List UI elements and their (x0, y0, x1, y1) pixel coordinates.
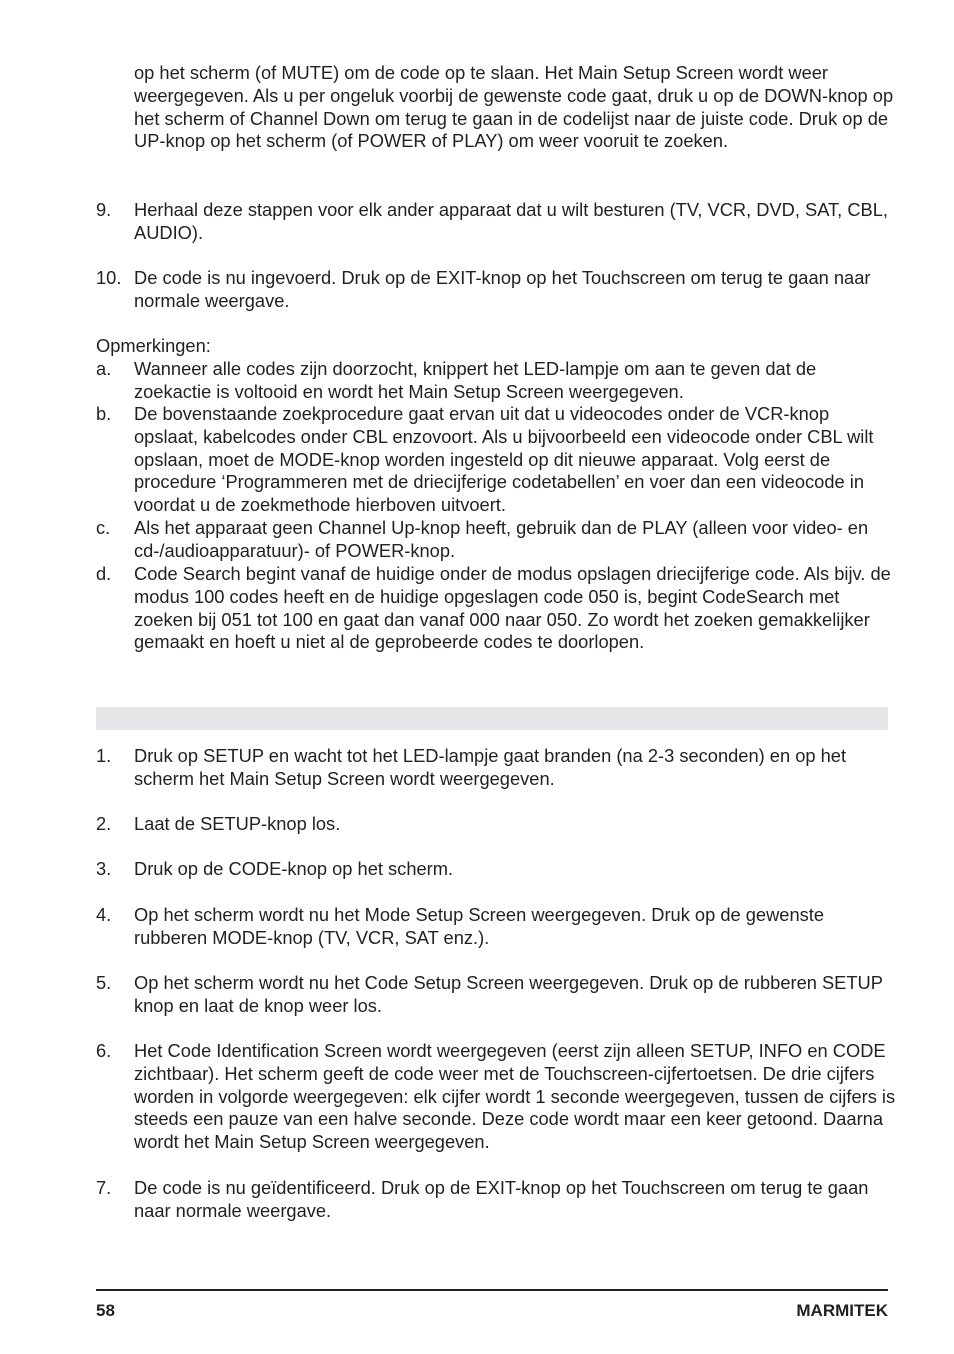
continued-text: op het scherm (of MUTE) om de code op te slaan. Het Main Setup Screen wordt weer weergegeven. Als u per ongeluk voorbij de gewenste code gaat, druk u op de DOWN-knop op het scherm of Channel Down om terug te gaan in de codelijst naar de juiste code. Druk op de UP-knop op het scherm (of POWER of PLAY) om weer vooruit te zoeken. (134, 62, 894, 152)
step-item (96, 199, 896, 245)
step-text: De code is nu geïdentificeerd. Druk op de EXIT-knop op het Touchscreen om terug te gaan naar normale weergave. (134, 1177, 869, 1221)
step-item (96, 972, 896, 1018)
note-text: Code Search begint vanaf de huidige onder de modus opslagen driecijferige code. Als bijv. de modus 100 codes heeft en de huidige opgeslagen code 050 is, begint CodeSearch met zoeken bij 051 tot 100 en gaat dan vanaf 000 naar 050. Zo wordt het zoeken gemakkelijker gemaakt en hoeft u niet al de geprobeerde codes te doorlopen. (134, 563, 891, 653)
step-item (96, 745, 896, 791)
continued-paragraph (134, 62, 894, 153)
step-item (96, 858, 896, 881)
step-text: Herhaal deze stappen voor elk ander apparaat dat u wilt besturen (TV, VCR, DVD, SAT, CBL, AUDIO). (134, 199, 888, 243)
step-item (96, 1040, 896, 1154)
step-text: Druk op de CODE-knop op het scherm. (134, 858, 454, 879)
page-number: 58 (96, 1301, 115, 1320)
step-text: Op het scherm wordt nu het Mode Setup Screen weergegeven. Druk op de gewenste rubberen MODE-knop (TV, VCR, SAT enz.). (134, 904, 825, 948)
section-header-bar (96, 707, 888, 730)
note-text: De bovenstaande zoekprocedure gaat ervan uit dat u videocodes onder de VCR-knop opslaat, kabelcodes onder CBL enzovoort. Als u bijvoorbeeld een videocode onder CBL wilt opslaan, moet de MODE-knop worden ingesteld op dit nieuwe apparaat. Volg eerst de procedure ‘Programmeren met de driecijferige codetabellen’ en voer dan een videocode in voordat u de zoekmethode hierboven uitvoert. (134, 403, 874, 516)
note-letter: c. (96, 517, 111, 538)
footer-rule (96, 1289, 888, 1291)
step-number: 10. (96, 267, 122, 288)
note-text: Wanneer alle codes zijn doorzocht, knippert het LED-lampje om aan te geven dat de zoekactie is voltooid en wordt het Main Setup Screen weergegeven. (134, 358, 817, 402)
note-item (96, 563, 896, 654)
note-text: Als het apparaat geen Channel Up-knop heeft, gebruik dan de PLAY (alleen voor video- en cd-/audioapparatuur)- of POWER-knop. (134, 517, 869, 561)
step-number: 1. (96, 745, 112, 766)
note-letter: b. (96, 403, 112, 424)
step-number: 3. (96, 858, 112, 879)
note-item (96, 517, 896, 563)
step-text: Laat de SETUP-knop los. (134, 813, 341, 834)
step-number: 9. (96, 199, 112, 220)
note-letter: d. (96, 563, 112, 584)
step-number: 2. (96, 813, 112, 834)
step-item (96, 813, 896, 836)
step-number: 7. (96, 1177, 112, 1198)
note-letter: a. (96, 358, 112, 379)
step-text: Druk op SETUP en wacht tot het LED-lampje gaat branden (na 2-3 seconden) en op het scherm het Main Setup Screen wordt weergegeven. (134, 745, 847, 789)
brand-name: MARMITEK (796, 1301, 888, 1320)
note-item (96, 358, 896, 404)
step-item (96, 904, 896, 950)
step-text: De code is nu ingevoerd. Druk op de EXIT-knop op het Touchscreen om terug te gaan naar normale weergave. (134, 267, 871, 311)
step-number: 6. (96, 1040, 112, 1061)
step-text: Het Code Identification Screen wordt weergegeven (eerst zijn alleen SETUP, INFO en CODE zichtbaar). Het scherm geeft de code weer met de Touchscreen-cijfertoetsen. De drie cijfers worden in volgorde weergegeven: elk cijfer wordt 1 seconde weergegeven, tussen de cijfers is steeds een pauze van een halve seconde. Deze code wordt maar een keer getoond. Daarna wordt het Main Setup Screen weergegeven. (134, 1040, 896, 1153)
step-number: 4. (96, 904, 112, 925)
step-number: 5. (96, 972, 112, 993)
step-item (96, 1177, 896, 1223)
step-text: Op het scherm wordt nu het Code Setup Screen weergegeven. Druk op de rubberen SETUP knop en laat de knop weer los. (134, 972, 883, 1016)
notes-heading: Opmerkingen: (96, 335, 211, 356)
note-item (96, 403, 896, 517)
step-item (96, 267, 896, 313)
